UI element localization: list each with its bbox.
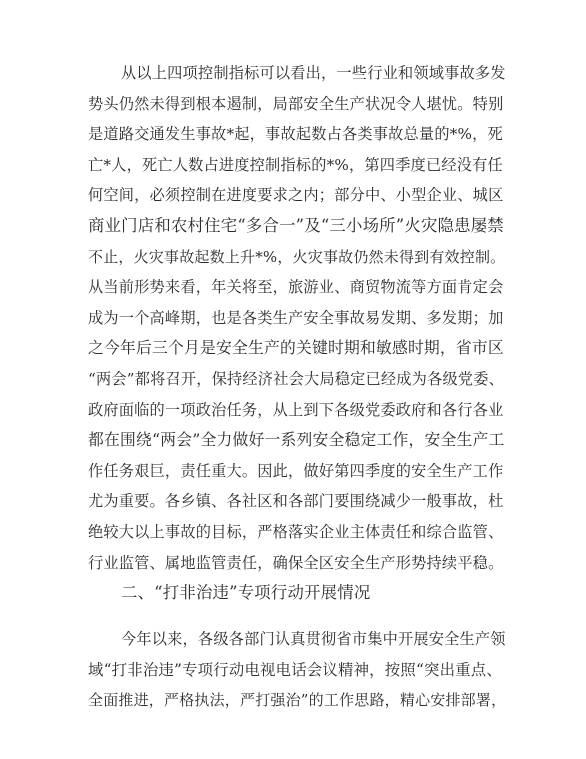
text-line: 域“打非治违”专项行动电视电话会议精神，按照“突出重点、 [88, 660, 502, 679]
text-line: 尤为重要。各乡镇、各社区和各部门要围绕减少一般事故，杜 [88, 492, 504, 511]
text-line: 何空间，必须控制在进度要求之内；部分中、小型企业、城区 [88, 186, 504, 205]
section-heading [88, 578, 506, 609]
text-line: 势头仍然未得到根本遏制，局部安全生产状况令人堪忧。特别 [88, 94, 504, 113]
text-line: 今年以来，各级各部门认真贯彻省市集中开展安全生产领 [121, 630, 506, 648]
text-line: 行业监管、属地监管责任，确保全区安全生产形势持续平稳。 [88, 553, 504, 572]
text-line: 商业门店和农村住宅“多合一”及“三小场所”火灾隐患屡禁 [88, 215, 504, 235]
text-line: “两会”都将召开，保持经济社会大局稳定已经成为各级党委、 [88, 369, 505, 388]
text-line: 作任务艰巨，责任重大。因此，做好第四季度的安全生产工作 [88, 461, 504, 480]
text-line: 绝较大以上事故的目标，严格落实企业主体责任和综合监管、 [88, 522, 504, 541]
text-line: 全面推进，严格执法，严打强治”的工作思路，精心安排部署， [88, 691, 507, 710]
text-line: 是道路交通发生事故*起，事故起数占各类事故总量的*%，死 [88, 125, 503, 144]
text-line: 亡*人，死亡人数占进度控制指标的*%，第四季度已经没有任 [88, 155, 503, 174]
text-line: 之今年后三个月是安全生产的关键时期和敏感时期，省市区 [88, 338, 504, 358]
text-line: 政府面临的一项政治任务，从上到下各级党委政府和各行各业 [88, 400, 504, 419]
paragraph-situation [88, 58, 506, 578]
text-line: 从以上四项控制指标可以看出，一些行业和领域事故多发 [121, 64, 506, 82]
text-line: 不止，火灾事故起数上升*%，火灾事故仍然未得到有效控制。 [88, 247, 506, 266]
paragraph-campaign [88, 624, 506, 716]
section-heading-text: 二、“打非治违”专项行动开展情况 [121, 583, 371, 602]
text-line: 成为一个高峰期，也是各类生产安全事故易发期、多发期；加 [88, 308, 504, 327]
text-line: 从当前形势来看，年关将至，旅游业、商贸物流等方面肯定会 [88, 278, 504, 297]
text-line: 都在围绕“两会”全力做好一系列安全稳定工作，安全生产工 [88, 430, 505, 450]
